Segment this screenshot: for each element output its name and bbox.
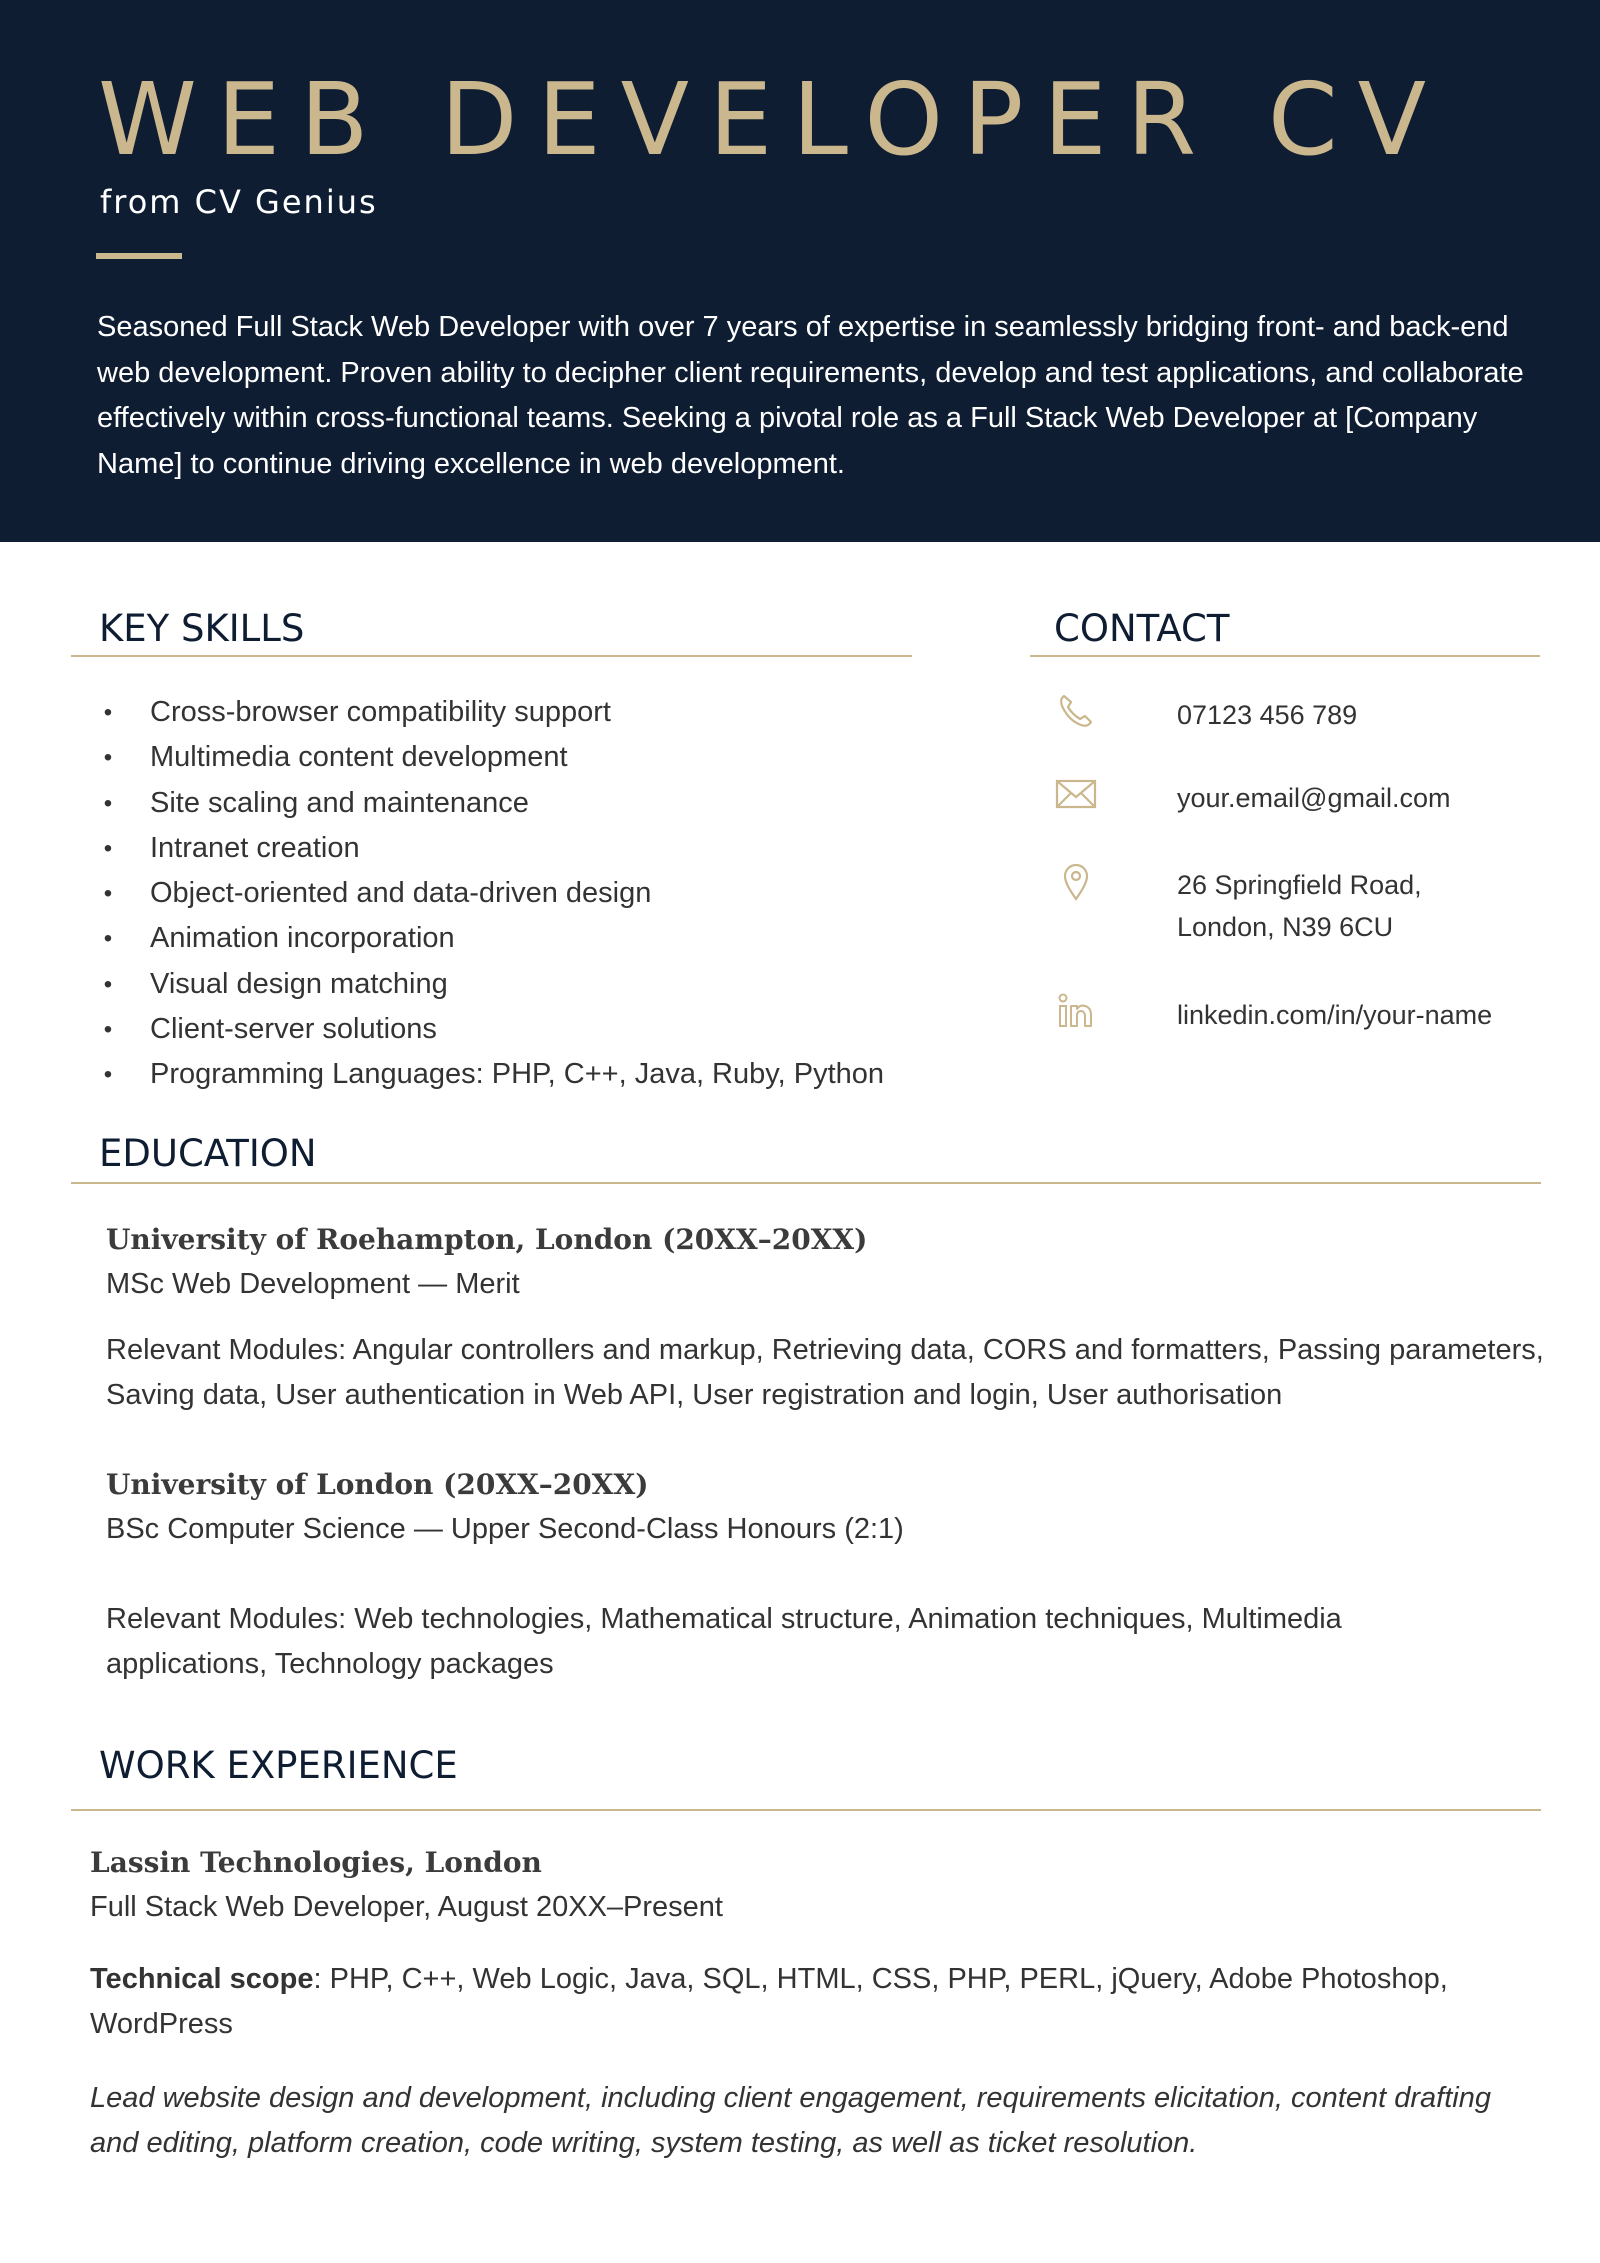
skill-item xyxy=(98,781,884,826)
contact-heading: CONTACT xyxy=(1054,607,1230,650)
address-line-1: 26 Springfield Road, xyxy=(1177,870,1422,900)
contact-rule xyxy=(1030,655,1540,657)
contact-address xyxy=(1055,864,1422,948)
skill-item xyxy=(98,916,884,961)
work-technical-scope xyxy=(90,1957,1490,2047)
education-degree: MSc Web Development — Merit xyxy=(106,1268,520,1300)
contact-email xyxy=(1055,777,1451,819)
page-subtitle: from CV Genius xyxy=(100,183,378,221)
contact-linkedin xyxy=(1055,994,1492,1036)
education-modules: Relevant Modules: Angular controllers and markup, Retrieving data, CORS and formatters, Passing parameters, Saving data, User authentication in Web API, User registration and login, User authorisation xyxy=(106,1334,1544,1411)
key-skills-rule xyxy=(71,655,912,657)
skill-text: Client-server solutions xyxy=(150,1013,437,1046)
work-role: Full Stack Web Developer, August 20XX–Present xyxy=(90,1891,723,1923)
skill-item xyxy=(98,871,884,916)
email-address[interactable]: your.email@gmail.com xyxy=(1177,783,1451,813)
skill-text: Site scaling and maintenance xyxy=(150,786,529,819)
envelope-icon xyxy=(1055,773,1097,815)
linkedin-url[interactable]: linkedin.com/in/your-name xyxy=(1177,1000,1493,1030)
education-modules: Relevant Modules: Web technologies, Mathematical structure, Animation techniques, Multimedia applications, Technology packages xyxy=(106,1603,1342,1680)
address-text xyxy=(1177,864,1422,948)
page-title: WEB DEVELOPER CV xyxy=(98,61,1447,178)
skill-item xyxy=(98,690,884,735)
phone-number[interactable]: 07123 456 789 xyxy=(1177,700,1358,730)
header-banner xyxy=(0,0,1600,542)
profile-summary: Seasoned Full Stack Web Developer with over 7 years of expertise in seamlessly bridging front- and back-end web development. Proven ability to decipher client requirements, develop and test applications, and collaborate effectively within cross-functional teams. Seeking a pivotal role as a Full Stack Web Developer at [Company Name] to continue driving excellence in web development. xyxy=(97,311,1524,480)
bullet-icon: • xyxy=(103,970,113,998)
education-heading: EDUCATION xyxy=(99,1132,317,1175)
bullet-icon: • xyxy=(103,789,113,817)
bullet-icon: • xyxy=(103,699,113,726)
skill-text: Programming Languages: PHP, C++, Java, Ruby, Python xyxy=(150,1058,885,1091)
bullet-icon: • xyxy=(103,744,113,772)
linkedin-icon xyxy=(1055,990,1097,1032)
skill-item xyxy=(98,1007,884,1052)
contact-phone xyxy=(1055,694,1357,736)
key-skills-heading: KEY SKILLS xyxy=(99,607,305,650)
technical-scope-text: : PHP, C++, Web Logic, Java, SQL, HTML, CSS, PHP, PERL, jQuery, Adobe Photoshop, WordPress xyxy=(90,1963,1448,2040)
education-institution: University of London (20XX–20XX) xyxy=(106,1468,649,1501)
key-skills-list xyxy=(98,690,884,1098)
skill-text: Cross-browser compatibility support xyxy=(150,696,611,728)
skill-text: Visual design matching xyxy=(150,967,448,1000)
phone-icon xyxy=(1055,690,1097,732)
education-institution: University of Roehampton, London (20XX–20XX) xyxy=(106,1223,868,1256)
skill-text: Multimedia content development xyxy=(150,741,568,774)
bullet-icon: • xyxy=(103,1061,113,1089)
skill-item xyxy=(98,1052,884,1097)
bullet-icon: • xyxy=(103,880,113,908)
skill-text: Object-oriented and data-driven design xyxy=(150,877,652,910)
education-rule xyxy=(71,1182,1541,1184)
address-line-2: London, N39 6CU xyxy=(1177,912,1394,942)
work-experience-heading: WORK EXPERIENCE xyxy=(99,1744,458,1787)
skill-item xyxy=(98,826,884,871)
work-experience-rule xyxy=(71,1809,1541,1811)
skill-text: Intranet creation xyxy=(150,831,360,864)
work-description: Lead website design and development, including client engagement, requirements elicitation, content drafting and editing, platform creation, code writing, system testing, as well as ticket resolution. xyxy=(90,2082,1491,2159)
bullet-icon: • xyxy=(103,834,113,862)
map-pin-icon xyxy=(1055,860,1097,902)
bullet-icon: • xyxy=(103,925,113,953)
header-accent-rule xyxy=(96,253,182,259)
skill-item xyxy=(98,962,884,1007)
work-employer: Lassin Technologies, London xyxy=(90,1846,542,1879)
skill-text: Animation incorporation xyxy=(150,922,455,955)
skill-item xyxy=(98,735,884,780)
bullet-icon: • xyxy=(103,1016,113,1044)
technical-scope-label: Technical scope xyxy=(90,1963,314,1995)
education-degree: BSc Computer Science — Upper Second-Class Honours (2:1) xyxy=(106,1513,904,1545)
